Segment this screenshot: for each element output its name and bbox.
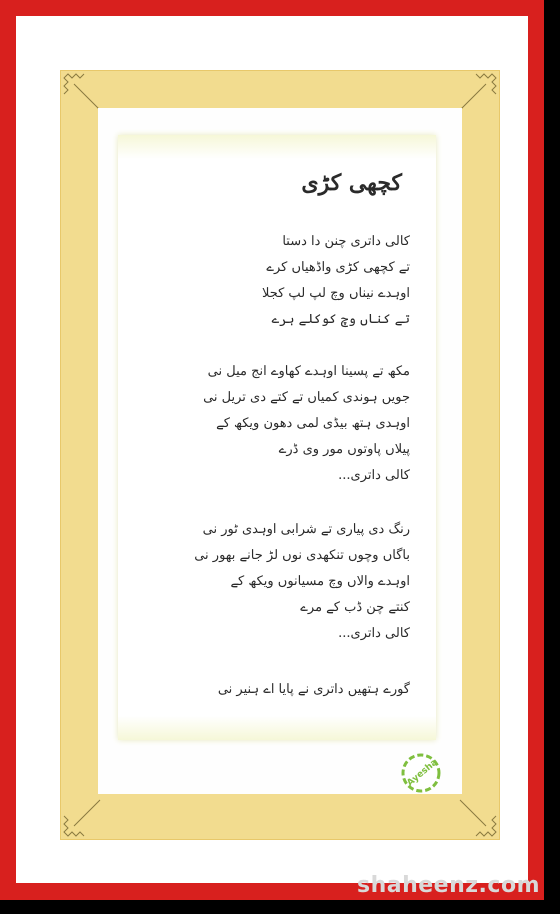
poem-line: جویں ہوندی کمیاں تے کتے دی تریل نی bbox=[203, 390, 410, 405]
poem-line: گورے ہتھیں داتری نے پایا اے ہنیر نی bbox=[217, 682, 410, 697]
poem-refrain: کالی داتری... bbox=[338, 468, 410, 483]
poem-line: رنگ دی پیاری تے شرابی اوہدی ٹور نی bbox=[202, 522, 410, 537]
corner-ornament-bottom-left bbox=[62, 798, 102, 838]
corner-ornament-top-left bbox=[62, 72, 102, 112]
poem-line: کنتے چن ڈب کے مرے bbox=[300, 600, 410, 615]
poem-line: اوہدی ہتھ بیڈی لمی دھون ویکھ کے bbox=[216, 416, 410, 431]
logo-text: Ayesha bbox=[405, 757, 440, 789]
poem-line: تے کچھی کڑی واڈھیاں کرے bbox=[266, 260, 410, 275]
corner-ornament-bottom-right bbox=[458, 798, 498, 838]
poem-line: اوہدے والاں وچ مسیانوں ویکھ کے bbox=[230, 574, 410, 589]
poem-refrain: کالی داتری... bbox=[338, 626, 410, 641]
poem-line: تے کناں وچ کوکلے ہرے bbox=[271, 312, 410, 327]
poem-line: مکھ تے پسینا اوہدے کھاوے انج میل نی bbox=[207, 364, 410, 379]
poem-paper bbox=[118, 135, 436, 740]
ayesha-logo bbox=[400, 752, 442, 794]
poem-title: کچھی کڑی bbox=[301, 170, 402, 196]
corner-ornament-top-right bbox=[458, 72, 498, 112]
poem-line: کالی داتری چنن دا دستا bbox=[282, 234, 410, 249]
poem-line: اوہدے نیناں وچ لپ لپ کجلا bbox=[261, 286, 410, 301]
poem-line: باگاں وچوں تنکھدی نوں لڑ جانے بھور نی bbox=[194, 548, 410, 563]
site-watermark: shaheenz.com bbox=[356, 873, 540, 898]
poem-line: پیلاں پاوتوں مور وی ڈرے bbox=[278, 442, 410, 457]
